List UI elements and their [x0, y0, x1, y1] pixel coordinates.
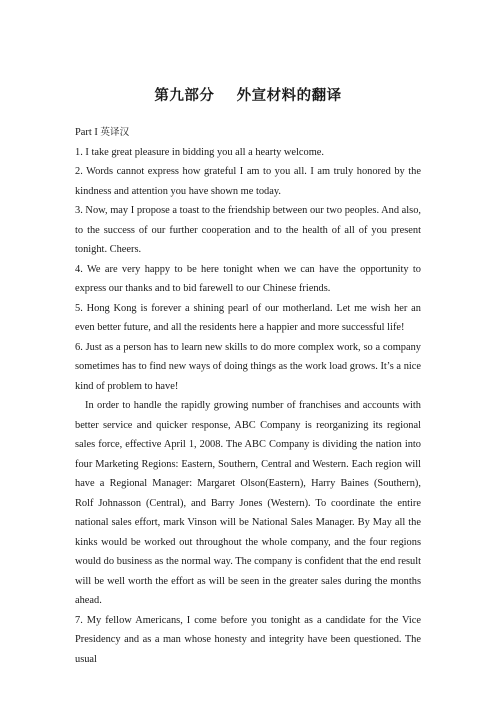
document-body: [75, 123, 421, 669]
paragraph-2: 2. Words cannot express how grateful I am to you all. I am truly honored by the kindness and attention you have shown me today.: [75, 166, 421, 197]
paragraph-4: 4. We are very happy to be here tonight when we can have the opportunity to express our thanks and to bid farewell to our Chinese friends.: [75, 263, 421, 294]
paragraph-6: 6. Just as a person has to learn new skills to do more complex work, so a company sometimes has to find new ways of doing things as the work load grows. It’s a nice kind of problem to have!: [75, 341, 421, 392]
page-title: 第九部分 外宣材料的翻译: [154, 88, 342, 104]
paragraph-5: 5. Hong Kong is forever a shining pearl of our motherland. Let me wish her an even better future, and all the residents here a happier and more successful life!: [75, 302, 421, 333]
part-label: Part I: [75, 127, 98, 138]
part-heading: [75, 123, 421, 143]
part-cn-label: 英译汉: [100, 127, 130, 138]
paragraph-7: 7. My fellow Americans, I come before you tonight as a candidate for the Vice Presidency and as a man whose honesty and integrity have been questioned. The usual: [75, 614, 421, 665]
paragraph-1: 1. I take great pleasure in bidding you all a hearty welcome.: [75, 146, 324, 158]
paragraph-3: 3. Now, may I propose a toast to the friendship between our two peoples. And also, to the success of our further cooperation and to the health of all of you present tonight. Cheers.: [75, 205, 421, 255]
paragraph-6-body: In order to handle the rapidly growing number of franchises and accounts with better service and quicker response, ABC Company is reorganizing its regional sales force, effective April 1, 2008. The ABC Company is dividing the nation into four Marketing Regions: Eastern, Southern, Central and Western. Each region will have a Regional Manager: Margaret Olson(Eastern), Harry Baines (Southern), Rolf Johnasson (Central), and Barry Jones (Western). To coordinate the entire national sales effort, mark Vinson will be National Sales Manager. By May all the kinks would be worked out throughout the whole company, and the four regions would do business as the normal way. The company is confident that the end result will be well worth the effort as will be seen in the greater sales during the months ahead.: [75, 400, 421, 606]
